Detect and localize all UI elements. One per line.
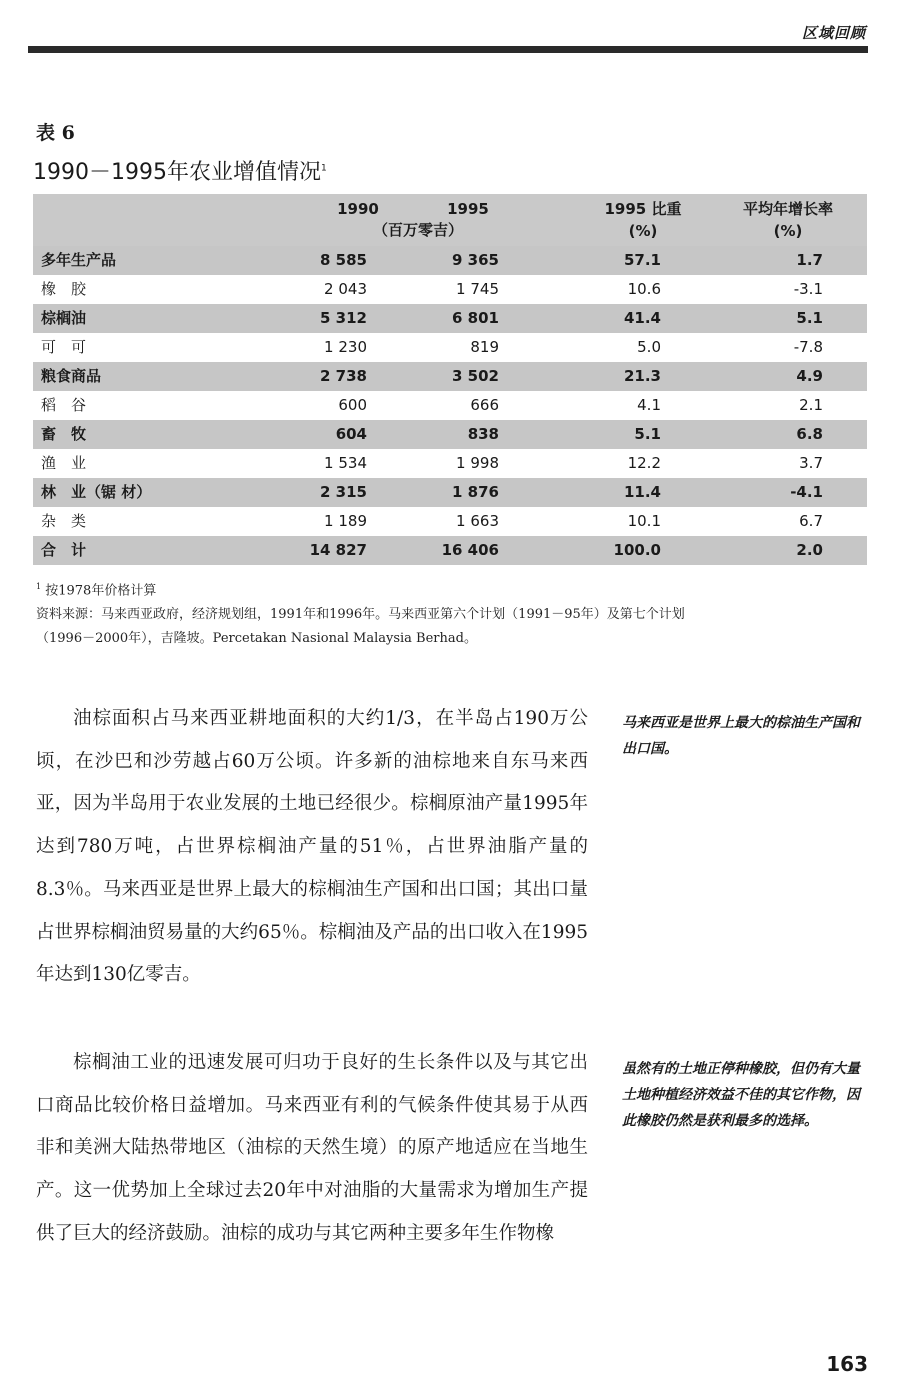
table-title-note: 1 xyxy=(320,163,327,174)
value-growth: 6.8 xyxy=(796,425,823,443)
value-growth: 5.1 xyxy=(796,309,823,327)
value-share: 41.4 xyxy=(623,309,661,327)
value-growth: 3.7 xyxy=(799,454,823,472)
table-row xyxy=(33,391,867,420)
value-1990: 2 738 xyxy=(320,367,367,385)
row-name: 杂 类 xyxy=(41,512,87,530)
value-share: 10.1 xyxy=(627,512,661,530)
value-share: 5.0 xyxy=(637,338,661,356)
paragraph-2: 棕榈油工业的迅速发展可归功于良好的生长条件以及与其它出口商品比较价格日益增加。马来西亚有利的气候条件使其易于从西非和美洲大陆热带地区（油棕的天然生境）的原产地适应在当地生产。这一优势加上全球过去20年中对油脂的大量需求为增加生产提供了巨大的经济鼓励。油棕的成功与其它两种主要多年生作物橡 xyxy=(36,1052,588,1244)
value-share: 10.6 xyxy=(627,280,661,298)
table-row xyxy=(33,362,867,391)
value-growth: 1.7 xyxy=(796,251,823,269)
row-name: 可 可 xyxy=(41,338,87,356)
row-name: 粮食商品 xyxy=(41,367,102,385)
row-name: 多年生产品 xyxy=(41,251,117,269)
value-1995: 16 406 xyxy=(441,541,499,559)
value-share: 12.2 xyxy=(627,454,661,472)
value-share: 57.1 xyxy=(623,251,661,269)
row-name: 渔 业 xyxy=(41,454,87,472)
footnote-mark: 1 xyxy=(36,582,42,591)
table-title-text: 1990－1995年农业增值情况 xyxy=(33,160,321,185)
value-growth: 2.1 xyxy=(799,396,823,414)
row-name: 棕榈油 xyxy=(41,309,87,327)
value-1995: 666 xyxy=(470,396,499,414)
sidenote-2: 虽然有的土地正停种橡胶，但仍有大量土地种植经济效益不佳的其它作物，因此橡胶仍然是获利最多的选择。 xyxy=(622,1061,860,1129)
page-number: 163 xyxy=(826,1352,868,1376)
col-growth xyxy=(703,198,873,242)
table-row xyxy=(33,507,867,536)
col-growth-label: 平均年增长率 xyxy=(742,200,833,218)
col-1990: 1990 xyxy=(337,200,379,218)
value-1990: 600 xyxy=(338,396,367,414)
value-1995: 1 998 xyxy=(456,454,499,472)
row-name: 合 计 xyxy=(41,541,87,559)
table-row xyxy=(33,449,867,478)
source-line-1: 资料来源：马来西亚政府，经济规划组，1991年和1996年。马来西亚第六个计划（1991－95年）及第七个计划 xyxy=(36,607,685,622)
paragraph-1: 油棕面积占马来西亚耕地面积的大约1/3，在半岛占190万公顷，在沙巴和沙劳越占60万公顷。许多新的油棕地来自东马来西亚，因为半岛用于农业发展的土地已经很少。棕榈原油产量1995年达到780万吨，占世界棕榈油产量的51％，占世界油脂产量的8.3％。马来西亚是世界上最大的棕榈油生产国和出口国；其出口量占世界棕榈油贸易量的大约65％。棕榈油及产品的出口收入在1995年达到130亿零吉。 xyxy=(36,708,588,986)
table-row xyxy=(33,246,867,275)
value-growth: -4.1 xyxy=(790,483,823,501)
value-1995: 9 365 xyxy=(452,251,499,269)
table-row xyxy=(33,420,867,449)
col-unit: （百万零吉） xyxy=(372,221,463,239)
table-row xyxy=(33,333,867,362)
value-1990: 604 xyxy=(335,425,367,443)
header-rule xyxy=(28,46,868,53)
table-label: 表 6 xyxy=(36,122,75,144)
col-1995: 1995 xyxy=(447,200,489,218)
value-1990: 2 043 xyxy=(324,280,367,298)
table-row xyxy=(33,478,867,507)
table-header xyxy=(33,194,867,246)
footnote-text: 按1978年价格计算 xyxy=(45,583,157,599)
value-share: 11.4 xyxy=(623,483,661,501)
value-1995: 3 502 xyxy=(452,367,499,385)
value-growth: -7.8 xyxy=(793,338,823,356)
value-share: 21.3 xyxy=(623,367,661,385)
value-1990: 1 189 xyxy=(324,512,367,530)
value-growth: 2.0 xyxy=(796,541,823,559)
agri-value-table xyxy=(33,194,867,562)
row-name: 稻 谷 xyxy=(41,396,87,414)
table-row xyxy=(33,304,867,333)
row-name: 畜 牧 xyxy=(41,425,87,443)
table-row xyxy=(33,536,867,565)
value-1995: 1 663 xyxy=(456,512,499,530)
sidenote-1: 马来西亚是世界上最大的棕油生产国和出口国。 xyxy=(622,715,860,757)
row-name: 林 业（锯 材） xyxy=(41,483,152,501)
value-1995: 1 876 xyxy=(452,483,499,501)
table-title xyxy=(33,155,327,186)
value-share: 5.1 xyxy=(634,425,661,443)
table-row xyxy=(33,275,867,304)
value-1990: 5 312 xyxy=(320,309,367,327)
value-1990: 1 534 xyxy=(324,454,367,472)
value-growth: 4.9 xyxy=(796,367,823,385)
row-name: 橡 胶 xyxy=(41,280,87,298)
value-share: 4.1 xyxy=(637,396,661,414)
value-1995: 838 xyxy=(467,425,499,443)
value-1990: 8 585 xyxy=(320,251,367,269)
col-share-label: 1995 比重 xyxy=(604,200,682,218)
source-line-2: （1996－2000年），吉隆坡。Percetakan Nasional Malaysia Berhad。 xyxy=(36,631,477,646)
value-1990: 2 315 xyxy=(320,483,367,501)
value-share: 100.0 xyxy=(613,541,661,559)
value-1995: 819 xyxy=(470,338,499,356)
section-label: 区域回顾 xyxy=(801,24,866,42)
value-1995: 6 801 xyxy=(452,309,499,327)
col-growth-unit: (%) xyxy=(773,222,803,240)
value-1990: 1 230 xyxy=(324,338,367,356)
value-growth: -3.1 xyxy=(793,280,823,298)
value-1990: 14 827 xyxy=(309,541,367,559)
value-1995: 1 745 xyxy=(456,280,499,298)
value-growth: 6.7 xyxy=(799,512,823,530)
table-footnote xyxy=(36,575,156,603)
col-share-unit: (%) xyxy=(628,222,658,240)
